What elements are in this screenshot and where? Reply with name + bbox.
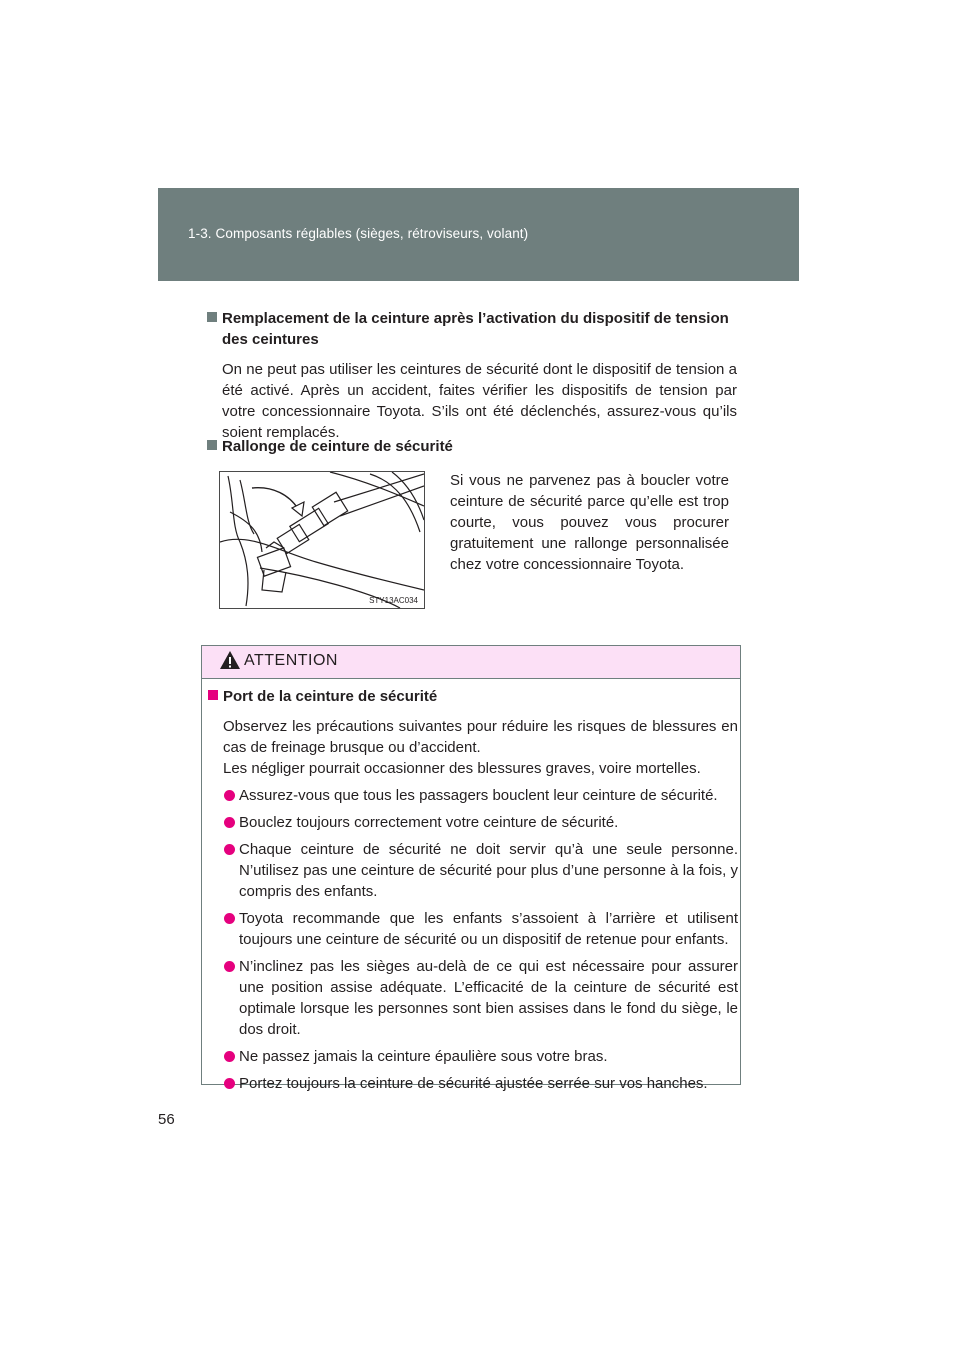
- seatbelt-extender-illustration: [219, 471, 425, 609]
- bullet-dot-icon: [224, 1051, 235, 1062]
- section-title-text: Rallonge de ceinture de sécurité: [222, 438, 453, 455]
- attention-label: ATTENTION: [244, 652, 338, 669]
- square-bullet-icon: [207, 312, 217, 322]
- section-title: [207, 436, 737, 457]
- attention-title-text: Port de la ceinture de sécurité: [223, 688, 438, 705]
- list-item-text: Toyota recommande que les enfants s’assoient à l’arrière et utilisent toujours une ceinture de sécurité ou un dispositif de retenue pour enfants.: [239, 910, 738, 948]
- list-item: [208, 1046, 738, 1067]
- square-bullet-icon: [207, 440, 217, 450]
- chapter-breadcrumb: 1-3. Composants réglables (sièges, rétroviseurs, volant): [188, 226, 529, 241]
- bullet-dot-icon: [224, 790, 235, 801]
- list-item: [208, 812, 738, 833]
- section-title-line1: Remplacement de la ceinture après l’activation du dispositif de tension: [222, 310, 729, 327]
- section-title: [207, 308, 737, 350]
- bullet-dot-icon: [224, 817, 235, 828]
- section-title-line2: des ceintures: [222, 331, 319, 348]
- list-item: [208, 839, 738, 902]
- list-item: [208, 785, 738, 806]
- list-item-text: Bouclez toujours correctement votre ceinture de sécurité.: [239, 814, 619, 831]
- attention-title: [208, 686, 738, 707]
- square-bullet-icon: [208, 690, 218, 700]
- list-item-text: Portez toujours la ceinture de sécurité ajustée serrée sur vos hanches.: [239, 1075, 708, 1092]
- page-number: 56: [158, 1111, 175, 1128]
- attention-body: [208, 686, 738, 1100]
- extender-description: Si vous ne parvenez pas à boucler votre ceinture de sécurité parce qu’elle est trop courte, vous pouvez vous procurer gratuitement une rallonge personnalisée chez votre concessionnaire Toyota.: [450, 472, 729, 573]
- bullet-dot-icon: [224, 844, 235, 855]
- warning-icon: [219, 650, 241, 670]
- list-item: [208, 956, 738, 1040]
- list-item-text: Chaque ceinture de sécurité ne doit servir qu’à une seule personne. N’utilisez pas une ceinture de sécurité pour plus d’une personne à la fois, y compris des enfants.: [239, 841, 738, 900]
- list-item: [208, 908, 738, 950]
- list-item-text: Assurez-vous que tous les passagers bouclent leur ceinture de sécurité.: [239, 787, 718, 804]
- attention-header: [202, 646, 740, 679]
- attention-bullet-list: [208, 785, 738, 1094]
- bullet-dot-icon: [224, 1078, 235, 1089]
- bullet-dot-icon: [224, 961, 235, 972]
- section-body: On ne peut pas utiliser les ceintures de sécurité dont le dispositif de tension a été activé. Après un accident, faites vérifier les dispositifs de tension par votre concessionnaire Toyota. S’ils ont été déclenchés, assurez-vous qu’ils soient remplacés.: [222, 361, 737, 441]
- seatbelt-buckle-drawing: [220, 472, 424, 608]
- section-pretensioner: [207, 308, 737, 443]
- attention-intro: [208, 716, 738, 779]
- bullet-dot-icon: [224, 913, 235, 924]
- list-item: [208, 1073, 738, 1094]
- attention-box: [201, 645, 741, 1092]
- section-extender: [207, 436, 737, 457]
- attention-intro-line1: Observez les précautions suivantes pour réduire les risques de blessures en cas de freinage brusque ou d’accident.: [223, 718, 738, 756]
- chapter-header: [158, 188, 799, 281]
- attention-intro-line2: Les négliger pourrait occasionner des blessures graves, voire mortelles.: [223, 760, 701, 777]
- figure-code: STY13AC034: [369, 596, 418, 605]
- list-item-text: Ne passez jamais la ceinture épaulière sous votre bras.: [239, 1048, 608, 1065]
- list-item-text: N’inclinez pas les sièges au-delà de ce qui est nécessaire pour assurer une position assise adéquate. L’efficacité de la ceinture de sécurité est optimale lorsque les personnes sont bien assises dans le fond du siège, le dos droit.: [239, 958, 738, 1038]
